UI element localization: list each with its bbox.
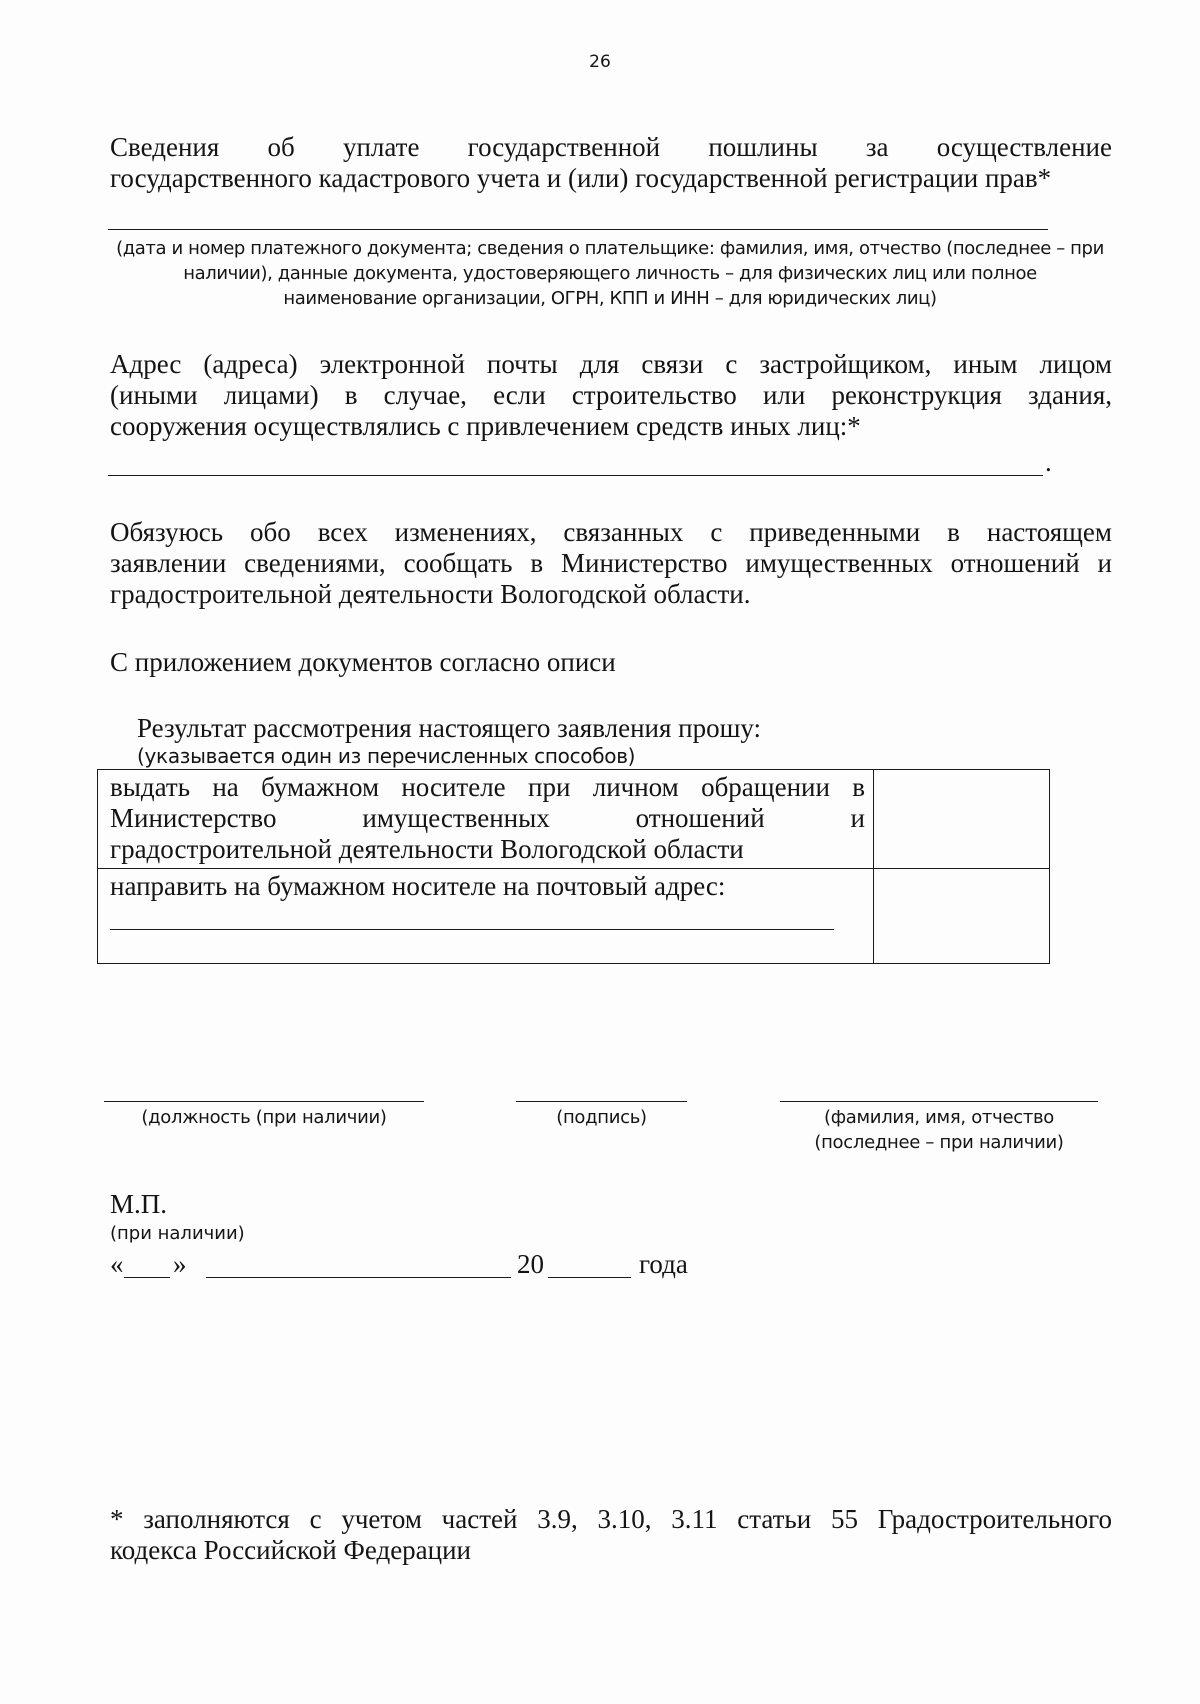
signature-label: (подпись) [556, 1107, 647, 1128]
email-paragraph [110, 349, 1112, 442]
duty-word: за [865, 132, 889, 162]
duty-fill-line[interactable] [108, 229, 1048, 230]
option-postal-text [98, 869, 874, 964]
result-hint: (указывается один из перечисленных способов) [137, 744, 636, 768]
obligation-paragraph [110, 517, 1112, 610]
obligation-line-1: Обязуюсь обо всех изменениях, связанных с приведенными в настоящем [110, 517, 1112, 547]
name-label-line-2: (последнее – при наличии) [814, 1132, 1064, 1153]
duty-word: Сведения [110, 132, 220, 162]
option-postal-checkbox[interactable] [874, 869, 1050, 964]
duty-note-line-3: наименование организации, ОГРН, КПП и ИНН – для юридических лиц) [283, 288, 937, 309]
duty-word: осуществление [936, 132, 1112, 162]
signature-fill-line[interactable] [516, 1101, 687, 1102]
option-postal-label: направить на бумажном носителе на почтовый адрес: [110, 871, 726, 901]
date-quote-close: » [173, 1249, 187, 1279]
page-number: 26 [589, 52, 611, 72]
attachment-text: С приложением документов согласно описи [110, 647, 616, 677]
email-fill-line[interactable] [108, 475, 1043, 476]
email-line-2: (иными лицами) в случае, если строительство или реконструкция здания, [110, 380, 1112, 410]
duty-paragraph [110, 132, 1112, 194]
duty-line-1 [110, 132, 1112, 163]
result-heading: Результат рассмотрения настоящего заявления прошу: [137, 713, 762, 743]
date-year-word: года [639, 1249, 688, 1279]
option-in-person-line-2: Министерство имущественных отношений и [110, 803, 865, 833]
option-in-person-checkbox[interactable] [874, 770, 1050, 869]
position-label: (должность (при наличии) [141, 1107, 387, 1128]
duty-word: об [267, 132, 295, 162]
duty-note [95, 236, 1125, 311]
date-quote-open: « [110, 1249, 124, 1279]
email-terminator: . [1045, 447, 1052, 477]
date-month-fill-line[interactable] [206, 1277, 511, 1278]
date-year-fill-line[interactable] [548, 1277, 631, 1278]
position-fill-line[interactable] [104, 1101, 424, 1102]
date-day-fill-line[interactable] [124, 1277, 170, 1278]
option-row-postal [98, 869, 1050, 964]
name-fill-line[interactable] [780, 1101, 1098, 1102]
duty-word: государственной [467, 132, 661, 162]
duty-word: пошлины [708, 132, 818, 162]
stamp-mark: М.П. [110, 1189, 168, 1219]
stamp-note: (при наличии) [110, 1223, 245, 1244]
name-label-line-1: (фамилия, имя, отчество [823, 1107, 1055, 1128]
email-line-1: Адрес (адреса) электронной почты для связи с застройщиком, иным лицом [110, 349, 1112, 379]
footnote [110, 1504, 1112, 1566]
duty-line-2: государственного кадастрового учета и (или) государственной регистрации прав* [110, 163, 1052, 193]
name-label [780, 1105, 1098, 1155]
duty-note-line-1: (дата и номер платежного документа; сведения о плательщике: фамилия, имя, отчество (последнее – при [116, 238, 1104, 259]
date-year-prefix: 20 [517, 1249, 544, 1279]
obligation-line-2: заявлении сведениями, сообщать в Министерство имущественных отношений и [110, 548, 1112, 578]
footnote-line-1: * заполняются с учетом частей 3.9, 3.10, 3.11 статьи 55 Градостроительного [110, 1504, 1112, 1534]
duty-note-line-2: наличии), данные документа, удостоверяющего личность – для физических лиц или полное [183, 263, 1037, 284]
option-in-person-text [98, 770, 874, 869]
footnote-line-2: кодекса Российской Федерации [110, 1535, 472, 1565]
option-in-person-line-1: выдать на бумажном носителе при личном обращении в [110, 772, 865, 802]
result-options-table [97, 769, 1050, 964]
obligation-line-3: градостроительной деятельности Вологодской области. [110, 579, 751, 609]
duty-word: уплате [342, 132, 420, 162]
option-row-paper-in-person [98, 770, 1050, 869]
email-line-3: сооружения осуществлялись с привлечением средств иных лиц:* [110, 411, 861, 441]
option-in-person-line-3: градостроительной деятельности Вологодской области [110, 834, 744, 864]
postal-address-fill-line[interactable] [110, 929, 834, 930]
